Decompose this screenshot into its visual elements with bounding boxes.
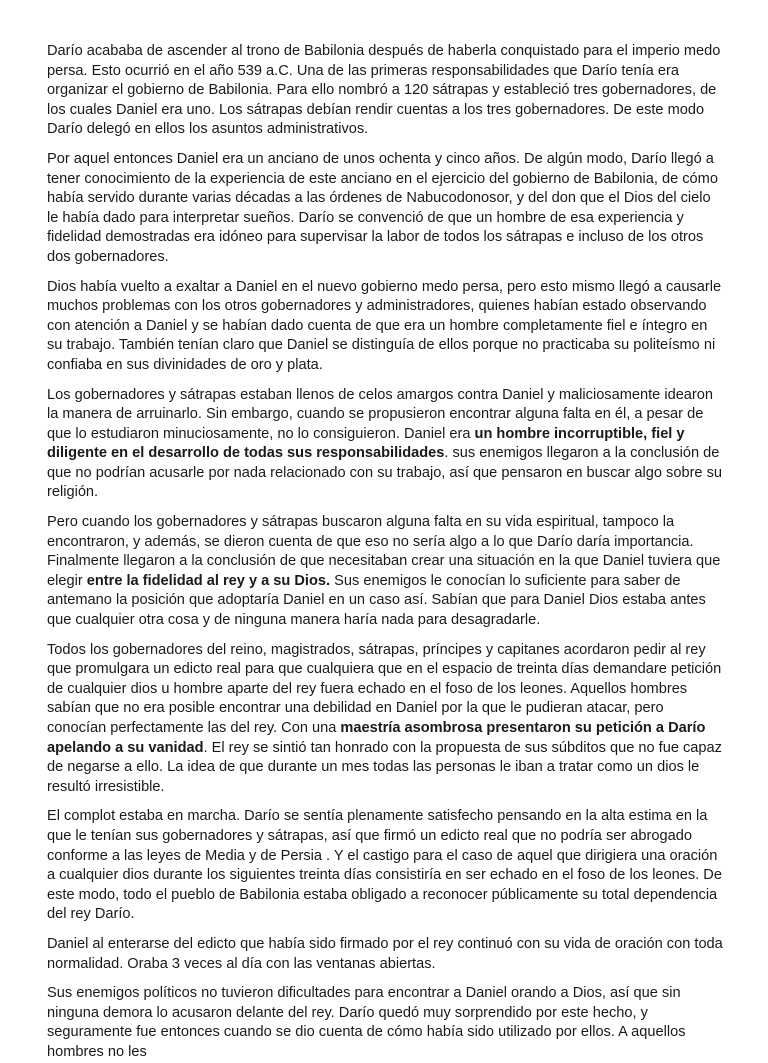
paragraph-text: Sus enemigos le conocían lo suficiente para saber de antemano la posición que adoptaría Daniel en un caso así. Sabían que para Daniel Dios estaba antes que cualquier otra cosa y de ninguna manera haría nada para desagradarle. xyxy=(47,572,706,629)
paragraph-5 xyxy=(47,513,726,631)
paragraph-text: Daniel al enterarse del edicto que había sido firmado por el rey continuó con su vida de oración con toda normalidad. Oraba 3 veces al día con las ventanas abiertas. xyxy=(47,935,723,972)
paragraph-4 xyxy=(47,386,726,504)
paragraph-text: Pero cuando los gobernadores y sátrapas buscaron alguna falta en su vida espiritual, tampoco la encontraron, y además, se dieron cuenta de que eso no sería algo a lo que Darío daría importancia. Finalmente llegaron a la conclusión de que necesitaban crear una situación en la que Daniel tuviera que elegir xyxy=(47,514,721,589)
paragraph-text: Los gobernadores y sátrapas estaban llenos de celos amargos contra Daniel y maliciosamente idearon la manera de arruinarlo. Sin embargo, cuando se propusieron encontrar alguna falta en él, a pesar de que lo estudiaron minuciosamente, no lo consiguieron. Daniel era xyxy=(47,386,714,442)
paragraph-2 xyxy=(47,150,726,268)
paragraph-9 xyxy=(47,984,726,1062)
paragraph-text: . El rey se sintió tan honrado con la propuesta de sus súbditos que no fue capaz de negarse a ello. La idea de que durante un mes todas las personas le iban a tratar como un dios le resultó irresistible. xyxy=(47,739,722,795)
paragraph-text: Dios había vuelto a exaltar a Daniel en el nuevo gobierno medo persa, pero esto mismo llegó a causarle muchos problemas con los otros gobernadores y administradores, quienes habían estado observando con atención a Daniel y se habían dado cuenta de que era un hombre completamente fiel e íntegro en su trabajo. También tenían claro que Daniel se distinguía de ellos porque no practicaba su politeísmo ni confiaba en sus divinidades de oro y plata. xyxy=(47,278,722,373)
bold-emphasis: maestría asombrosa presentaron su petición a Darío apelando a su vanidad xyxy=(47,720,706,756)
paragraph-text: Sus enemigos políticos no tuvieron dificultades para encontrar a Daniel orando a Dios, así que sin ninguna demora lo acusaron delante del rey. Darío quedó muy sorprendido por este hecho, y seguramente fue entonces cuando se dio cuenta de cómo había sido utilizado por ellos. A aquellos hombres no les xyxy=(47,985,686,1060)
paragraph-text: El complot estaba en marcha. Darío se sentía plenamente satisfecho pensando en la alta estima en la que le tenían sus gobernadores y sátrapas, así que firmó un edicto real que no podría ser abrogado conforme a las leyes de Media y de Persia . Y el castigo para el caso de aquel que dirigiera una oración a cualquier dios durante los siguientes treinta días consistiría en ser echado en el foso de los leones. De este modo, todo el pueblo de Babilonia estaba obligado a reconocer públicamente su total dependencia del rey Darío. xyxy=(47,808,722,923)
paragraph-8 xyxy=(47,935,726,974)
paragraph-text: Todos los gobernadores del reino, magistrados, sátrapas, príncipes y capitanes acordaron pedir al rey que promulgara un edicto real para que cualquiera que en el espacio de treinta días demandare petición de cualquier dios u hombre aparte del rey fuera echado en el foso de los leones. Aquellos hombres sabían que no era posible encontrar una debilidad en Daniel por la que le pudieran atacar, pero conocían perfectamente las del rey. Con una xyxy=(47,641,722,736)
paragraph-7 xyxy=(47,807,726,925)
paragraph-3 xyxy=(47,278,726,376)
paragraph-text: Darío acababa de ascender al trono de Babilonia después de haberla conquistado para el imperio medo persa. Esto ocurrió en el año 539 a.C. Una de las primeras responsabilidades que Darío tenía era organizar el gobierno de Babilonia. Para ello nombró a 120 sátrapas y estableció tres gobernadores, de los cuales Daniel era uno. Los sátrapas debían rendir cuentas a los tres gobernadores. De este modo Darío delegó en ellos los asuntos administrativos. xyxy=(47,43,721,138)
paragraph-text: . sus enemigos llegaron a la conclusión de que no podrían acusarle por nada relacionado con su trabajo, así que pensaron en buscar algo sobre su religión. xyxy=(47,445,723,501)
paragraph-text: Por aquel entonces Daniel era un anciano de unos ochenta y cinco años. De algún modo, Darío llegó a tener conocimiento de la experiencia de este anciano en el ejercicio del gobierno de Babilonia, de cómo había servido durante varias décadas a las órdenes de Nabucodonosor, y del don que el Dios del cielo le había dado para interpretar sueños. Darío se convenció de que un hombre de esa experiencia y fidelidad demostradas era idóneo para supervisar la labor de todos los sátrapas e incluso de los otros dos gobernadores. xyxy=(47,150,718,265)
bold-emphasis: un hombre incorruptible, fiel y diligente en el desarrollo de todas sus responsabilidades xyxy=(47,425,685,462)
bold-emphasis: entre la fidelidad al rey y a su Dios. xyxy=(86,572,331,589)
paragraph-1 xyxy=(47,42,726,140)
paragraph-6 xyxy=(47,641,726,798)
